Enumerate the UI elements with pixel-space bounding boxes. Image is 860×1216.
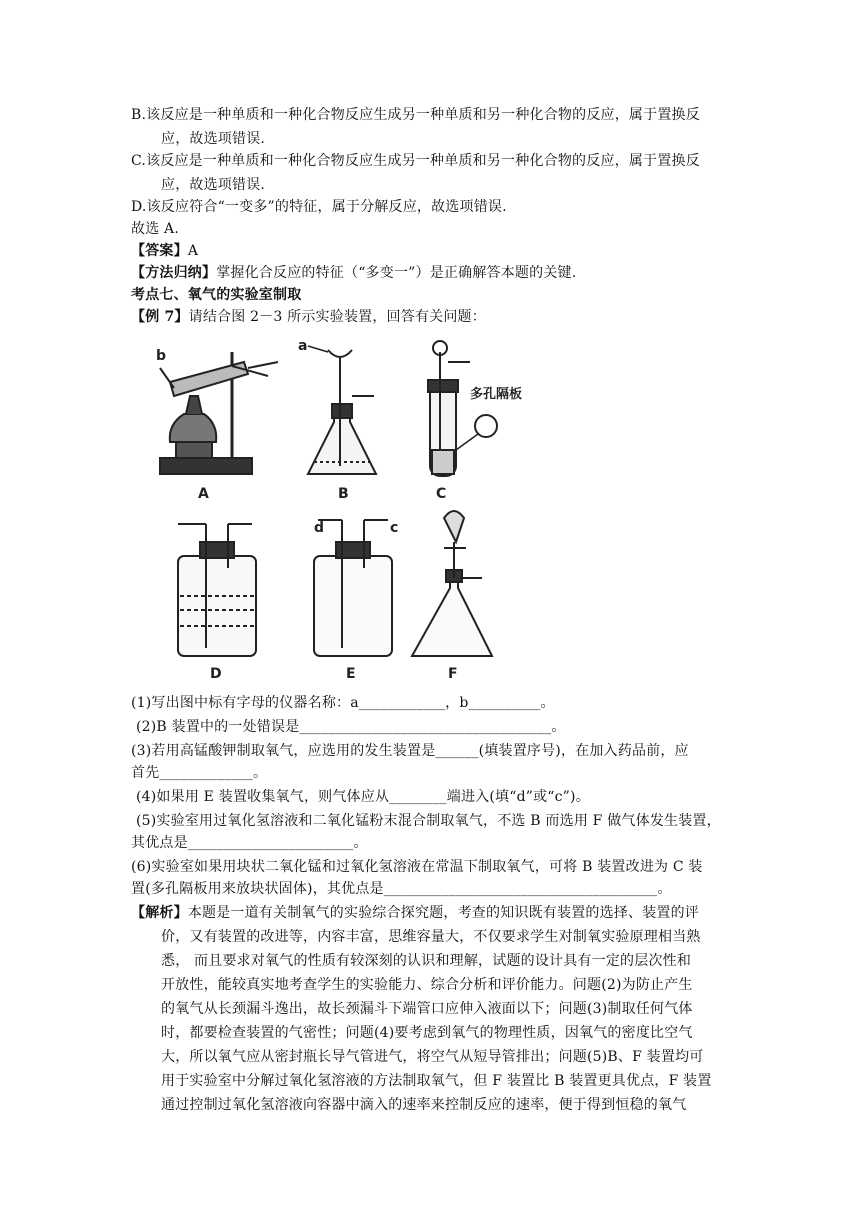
apparatus-drawing: [148, 338, 628, 688]
question-3-line2: 首先_____________。: [131, 765, 268, 781]
analysis-line8: 用于实验室中分解过氧化氢溶液的方法制取氧气，但 F 装置比 B 装置更具优点，F 装置: [161, 1073, 712, 1089]
question-5-line2: 其优点是_______________________。: [131, 835, 368, 851]
apparatus-d: [178, 524, 256, 656]
label-c: C: [436, 486, 447, 502]
mark-d: d: [314, 520, 325, 536]
question-3-line1: (3)若用高锰酸钾制取氧气，应选用的发生装置是______(填装置序号)，在加入药品前，应: [131, 743, 689, 759]
option-b-line2: 应，故选项错误.: [161, 131, 266, 147]
label-e: E: [346, 666, 356, 682]
apparatus-b: [308, 346, 376, 474]
option-b-line1: B.该反应是一种单质和一种化合物反应生成另一种单质和另一种化合物的反应，属于置换反: [131, 107, 700, 123]
choice-line: 故选 A.: [131, 221, 180, 237]
option-c-line2: 应，故选项错误.: [161, 177, 266, 193]
analysis-line9: 通过控制过氧化氢溶液向容器中滴入的速率来控制反应的速率，便于得到恒稳的氧气: [161, 1097, 687, 1113]
method-label: 【方法归纳】: [131, 265, 217, 281]
question-5-line1: (5)实验室用过氧化氢溶液和二氧化锰粉末混合制取氧气，不选 B 而选用 F 做气体发生装置，: [136, 813, 721, 829]
answer-line: [131, 240, 198, 262]
method-line: [131, 262, 576, 284]
apparatus-e: [314, 520, 392, 656]
question-2: (2)B 装置中的一处错误是___________________________________。: [136, 719, 566, 735]
analysis-line7: 大，所以氧气应从密封瓶长导气管进气，将空气从短导管排出；问题(5)B、F 装置均可: [161, 1049, 704, 1065]
mark-b: b: [156, 348, 167, 364]
analysis-text-1: 本题是一道有关制氧气的实验综合探究题，考查的知识既有装置的选择、装置的评: [187, 905, 700, 921]
section-title: 考点七、氧气的实验室制取: [131, 287, 302, 303]
answer-label: 【答案】: [131, 243, 188, 259]
example-label: 【例 7】: [131, 309, 189, 325]
mark-c: c: [390, 520, 399, 536]
plate-label: 多孔隔板: [470, 387, 523, 402]
analysis-line4: 开放性，能较真实地考查学生的实验能力、综合分析和评价能力。问题(2)为防止产生: [161, 977, 693, 993]
mark-a: a: [298, 338, 308, 354]
question-4: (4)如果用 E 装置收集氧气，则气体应从________端进入(填“d”或“c”)。: [136, 789, 590, 805]
answer-value: A: [187, 243, 199, 259]
apparatus-a: [160, 352, 278, 474]
question-6-line1: (6)实验室如果用块状二氧化锰和过氧化氢溶液在常温下制取氧气，可将 B 装置改进为 C 装: [131, 859, 703, 875]
label-b: B: [338, 486, 349, 502]
apparatus-f: [412, 511, 492, 656]
option-d-line: D.该反应符合“一变多”的特征，属于分解反应，故选项错误.: [131, 199, 507, 215]
apparatus-figure: [148, 338, 628, 688]
analysis-line2: 价，又有装置的改进等，内容丰富，思维容量大，不仅要求学生对制氧实验原理相当熟: [161, 929, 701, 945]
label-a: A: [198, 486, 209, 502]
analysis-line6: 时，都要检查装置的气密性；问题(4)要考虑到氧气的物理性质，因氧气的密度比空气: [161, 1025, 693, 1041]
question-1: (1)写出图中标有字母的仪器名称：a____________，b__________。: [131, 695, 555, 711]
option-c-line1: C.该反应是一种单质和一种化合物反应生成另一种单质和另一种化合物的反应，属于置换反: [131, 153, 700, 169]
method-text: 掌握化合反应的特征（“多变一”）是正确解答本题的关键.: [216, 265, 577, 281]
example-line: [131, 306, 486, 328]
analysis-line1: [131, 902, 699, 924]
label-d: D: [210, 666, 222, 682]
example-text: 请结合图 2－3 所示实验装置，回答有关问题：: [188, 309, 486, 325]
analysis-line5: 的氧气从长颈漏斗逸出，故长颈漏斗下端管口应伸入液面以下；问题(3)制取任何气体: [161, 1001, 693, 1017]
apparatus-c: [428, 341, 497, 476]
analysis-line3: 悉， 而且要求对氧气的性质有较深刻的认识和理解，试题的设计具有一定的层次性和: [161, 953, 692, 969]
label-f: F: [448, 666, 458, 682]
question-6-line2: 置(多孔隔板用来放块状固体)，其优点是______________________________________。: [131, 881, 672, 897]
analysis-label: 【解析】: [131, 905, 188, 921]
